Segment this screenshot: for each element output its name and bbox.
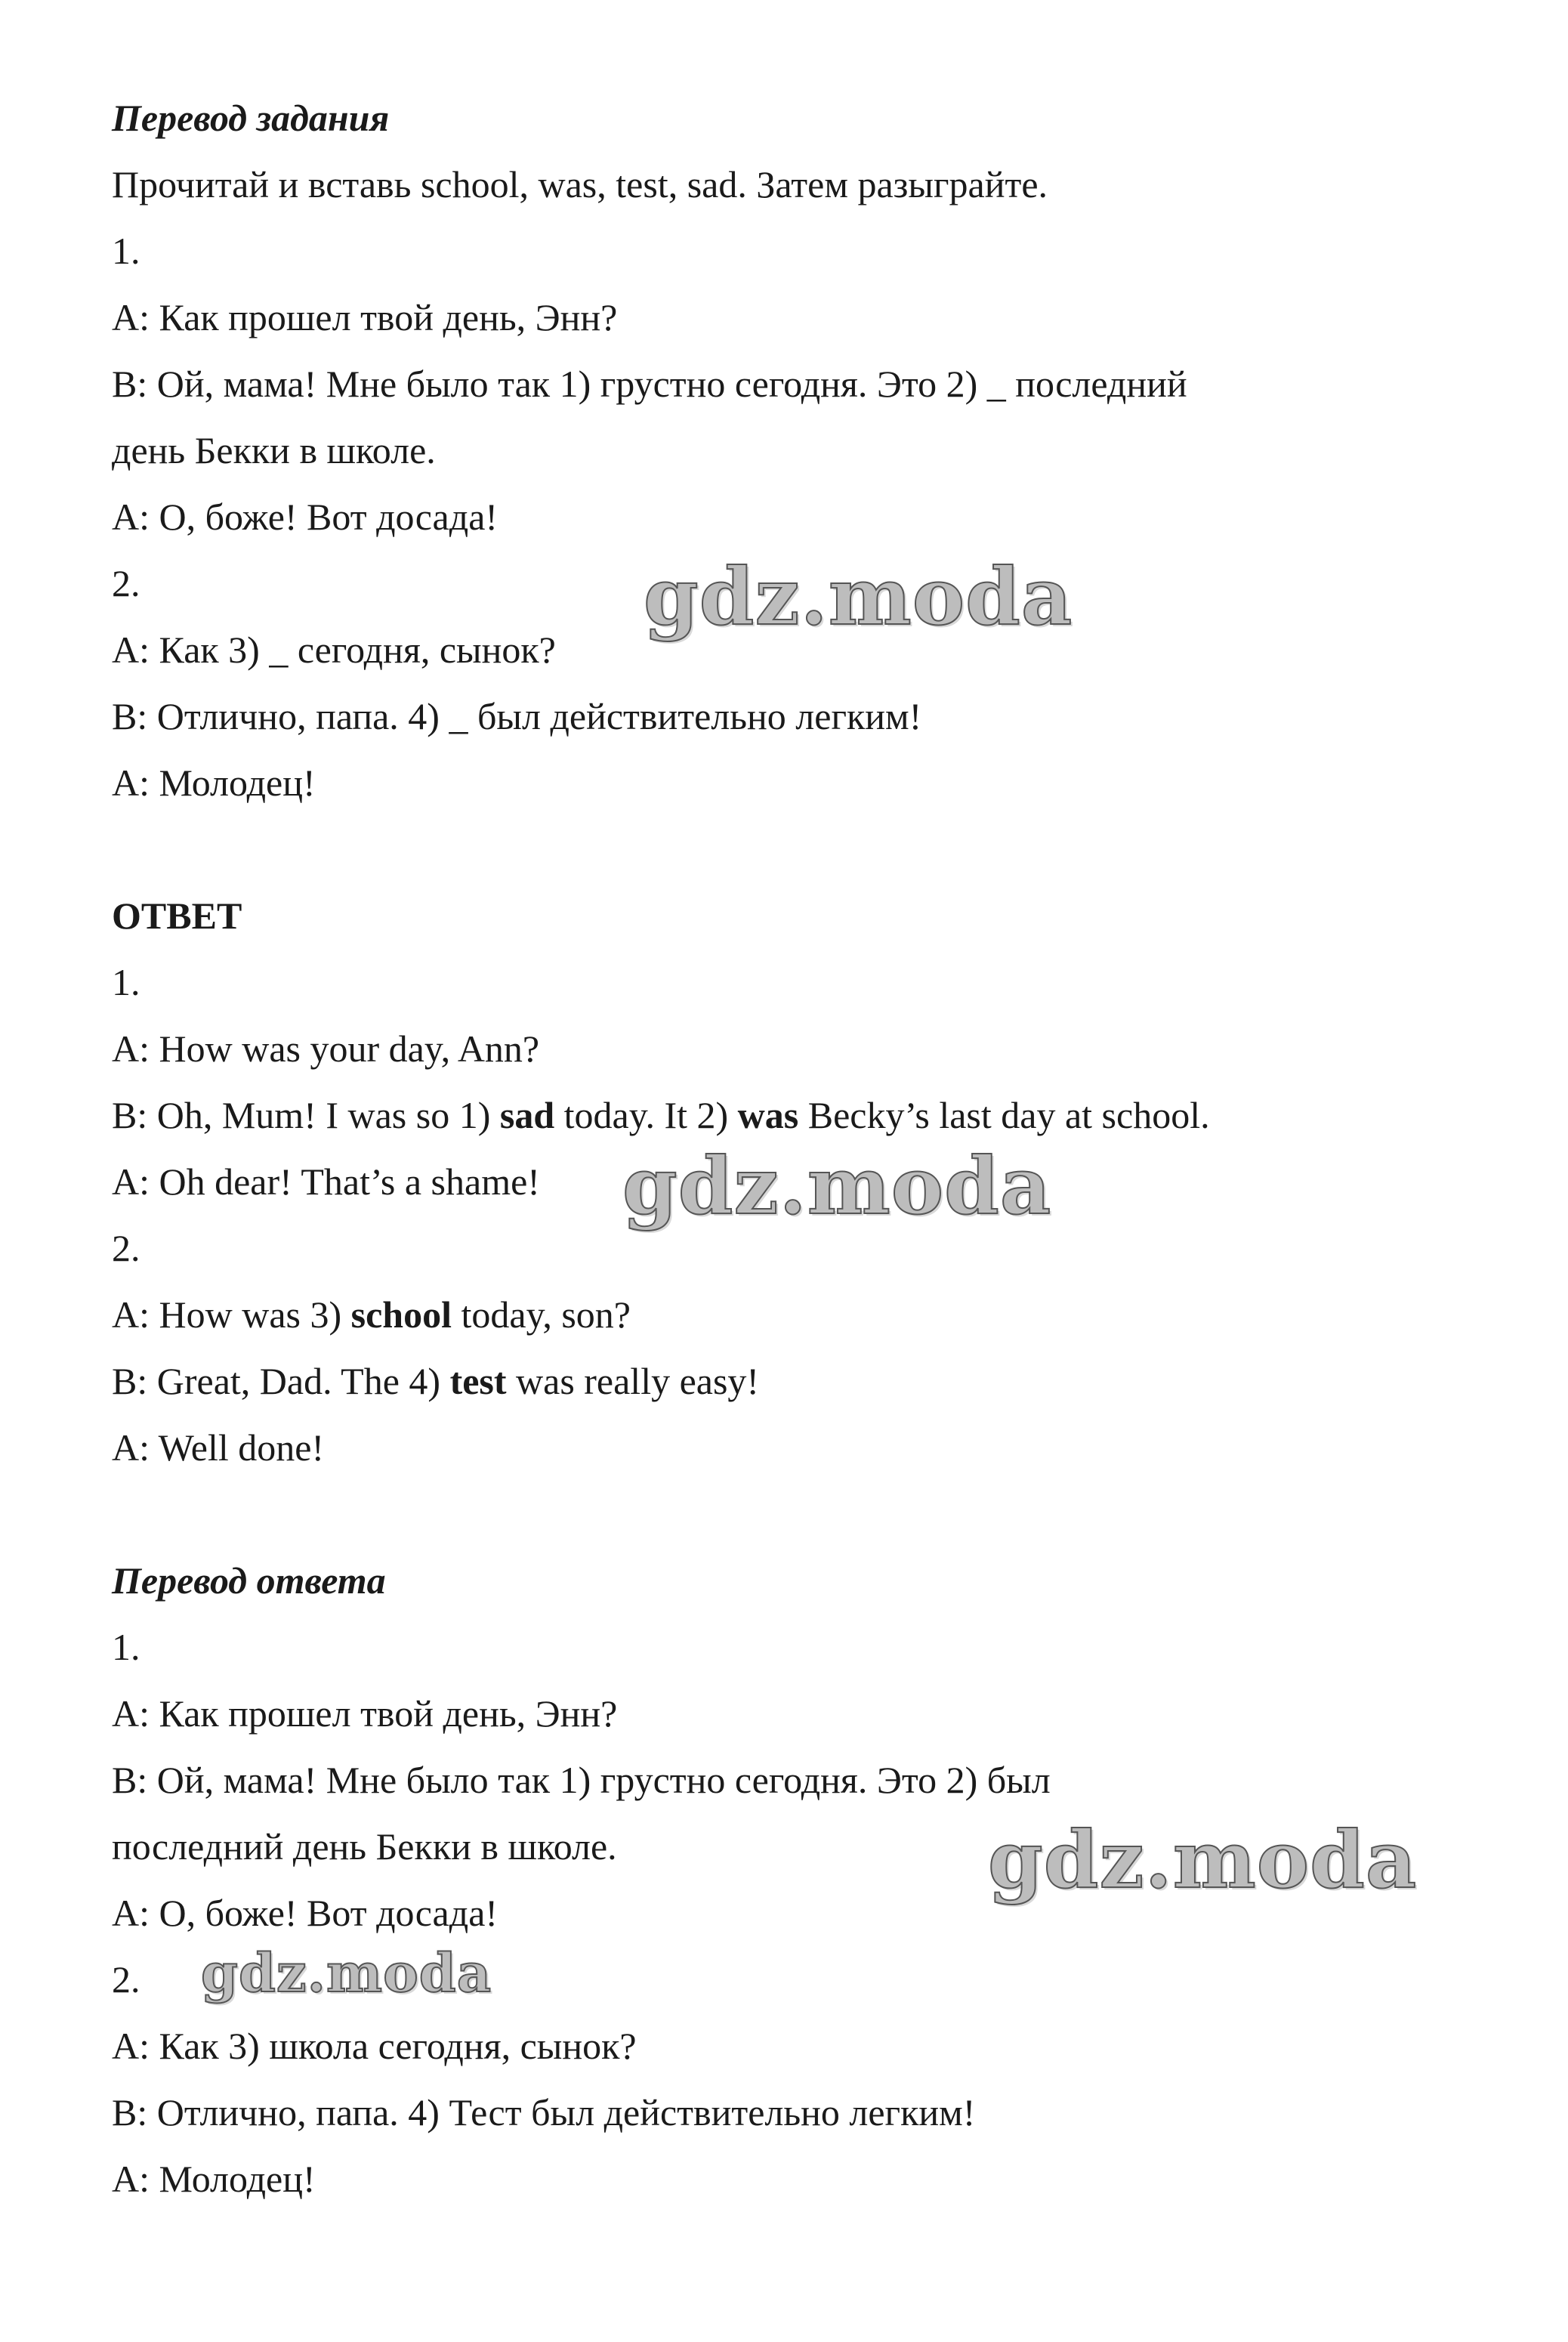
translation-dialogue-1-line-a: A: Как прошел твой день, Энн?	[112, 1692, 618, 1735]
answer-word-3: school	[350, 1293, 452, 1336]
answer-dialogue-1-number: 1.	[112, 961, 140, 1003]
watermark-logo: gdz.moda	[201, 1942, 492, 2004]
answer-dialogue-2-line-a2: A: Well done!	[112, 1426, 325, 1469]
task-dialogue-2-number: 2.	[112, 562, 140, 604]
watermark-logo: gdz.moda	[622, 1139, 1052, 1232]
watermark-logo: gdz.moda	[988, 1813, 1418, 1906]
answer-word-4: test	[449, 1360, 507, 1402]
task-dialogue-2-line-a: A: Как 3) _ сегодня, сынок?	[112, 629, 556, 671]
answer-dialogue-1-line-a2: A: Oh dear! That’s a shame!	[112, 1160, 540, 1203]
task-instructions: Прочитай и вставь school, was, test, sad. Затем разыграйте.	[112, 163, 1048, 205]
task-dialogue-1-line-b-cont: день Бекки в школе.	[112, 429, 436, 471]
section-gap	[112, 1481, 1502, 1547]
task-dialogue-1-line-a2: A: О, боже! Вот досада!	[112, 496, 498, 538]
answer-text: today, son?	[452, 1293, 631, 1336]
answer-text: today. It 2)	[554, 1094, 738, 1136]
answer-text: Becky’s last day at school.	[798, 1094, 1210, 1136]
answer-dialogue-1-line-a: A: How was your day, Ann?	[112, 1027, 540, 1070]
watermark-logo: gdz.moda	[644, 550, 1073, 643]
task-dialogue-1-line-b: B: Ой, мама! Мне было так 1) грустно сегодня. Это 2) _ последний	[112, 363, 1187, 405]
answer-heading: ОТВЕТ	[112, 894, 242, 937]
answer-text: B: Oh, Mum! I was so 1)	[112, 1094, 500, 1136]
answer-dialogue-1-line-b	[112, 1082, 1502, 1148]
answer-word-2: was	[737, 1094, 799, 1136]
task-dialogue-1-number: 1.	[112, 230, 140, 272]
answer-text: B: Great, Dad. The 4)	[112, 1360, 450, 1402]
translation-dialogue-1-line-b-cont: последний день Бекки в школе.	[112, 1825, 617, 1868]
answer-text: A: How was 3)	[112, 1293, 351, 1336]
translation-dialogue-1-line-b: B: Ой, мама! Мне было так 1) грустно сегодня. Это 2) был	[112, 1759, 1051, 1801]
task-dialogue-2-line-a2: A: Молодец!	[112, 762, 316, 804]
task-dialogue-1-line-a: A: Как прошел твой день, Энн?	[112, 296, 618, 338]
translation-dialogue-1-number: 1.	[112, 1626, 140, 1668]
translation-dialogue-2-line-a: A: Как 3) школа сегодня, сынок?	[112, 2025, 637, 2067]
translation-dialogue-1-line-a2: A: О, боже! Вот досада!	[112, 1892, 498, 1934]
section-gap	[112, 816, 1502, 882]
task-dialogue-2-line-b: B: Отлично, папа. 4) _ был действительно легким!	[112, 695, 922, 737]
answer-dialogue-2-line-a	[112, 1281, 1502, 1348]
translation-dialogue-2-line-a2: A: Молодец!	[112, 2158, 316, 2200]
answer-dialogue-2-number: 2.	[112, 1227, 140, 1269]
translation-dialogue-2-line-b: B: Отлично, папа. 4) Тест был действительно легким!	[112, 2091, 976, 2133]
task-translation-heading: Перевод задания	[112, 97, 390, 139]
answer-translation-heading: Перевод ответа	[112, 1559, 386, 1602]
answer-dialogue-2-line-b	[112, 1348, 1502, 1414]
answer-word-1: sad	[499, 1094, 555, 1136]
answer-text: was really easy!	[506, 1360, 760, 1402]
translation-dialogue-2-number: 2.	[112, 1958, 140, 2001]
